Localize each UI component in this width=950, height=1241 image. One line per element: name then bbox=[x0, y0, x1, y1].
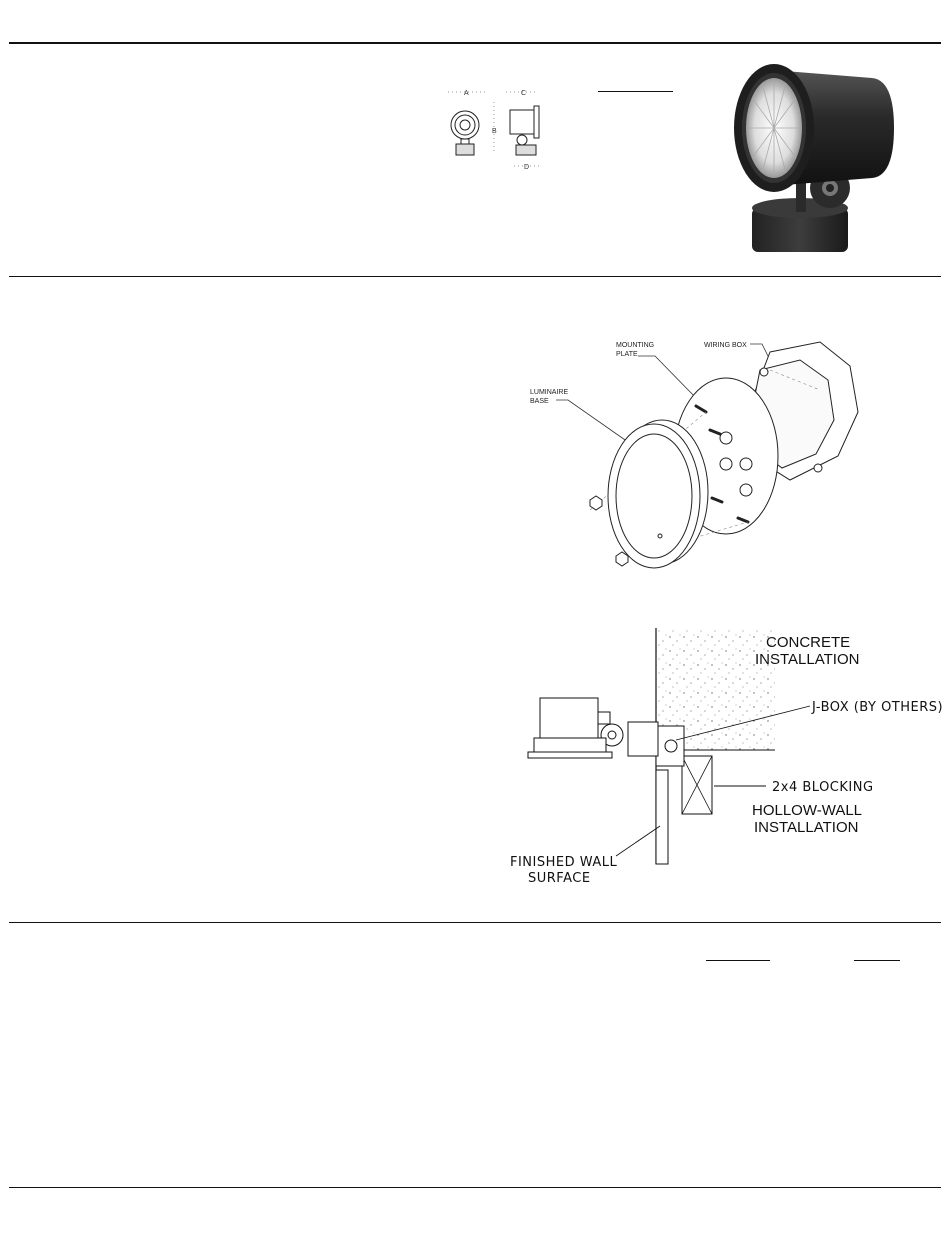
hollow-wall-label-line1: HOLLOW-WALL bbox=[752, 802, 863, 819]
wiring-box-label: WIRING BOX bbox=[704, 342, 747, 349]
mounting-plate-label-line1: MOUNTING bbox=[616, 342, 655, 349]
jbox-label: J-BOX (BY OTHERS) bbox=[812, 700, 944, 715]
dim-label-a: A bbox=[464, 90, 469, 97]
section-divider-1 bbox=[9, 276, 941, 277]
dimension-heading-underline bbox=[598, 91, 673, 92]
table-heading-underline-1 bbox=[706, 960, 770, 961]
bottom-rule bbox=[9, 1187, 941, 1188]
top-rule bbox=[9, 42, 941, 44]
table-heading-underline-2 bbox=[854, 960, 900, 961]
finished-wall-label-line2: SURFACE bbox=[528, 871, 591, 886]
concrete-label-line2: INSTALLATION bbox=[755, 651, 860, 668]
installation-section-diagram bbox=[500, 620, 950, 890]
front-view-icon bbox=[451, 111, 479, 155]
luminaire-base-label-line1: LUMINAIRE bbox=[530, 389, 569, 396]
side-view-icon bbox=[510, 106, 539, 155]
exploded-mounting-diagram bbox=[520, 330, 860, 580]
dimension-drawing bbox=[440, 84, 550, 174]
product-photo bbox=[732, 50, 902, 260]
section-divider-2 bbox=[9, 922, 941, 923]
dim-label-c: C bbox=[521, 90, 527, 97]
finished-wall-label-line1: FINISHED WALL bbox=[510, 855, 618, 870]
dim-label-b: B bbox=[492, 128, 497, 135]
luminaire-base-label-line2: BASE bbox=[530, 398, 549, 405]
blocking-label: 2x4 BLOCKING bbox=[772, 780, 874, 795]
dim-label-d: D bbox=[524, 164, 530, 171]
hollow-wall-label-line2: INSTALLATION bbox=[754, 819, 859, 836]
concrete-label-line1: CONCRETE bbox=[766, 634, 851, 651]
mounting-plate-label-line2: PLATE bbox=[616, 351, 638, 358]
